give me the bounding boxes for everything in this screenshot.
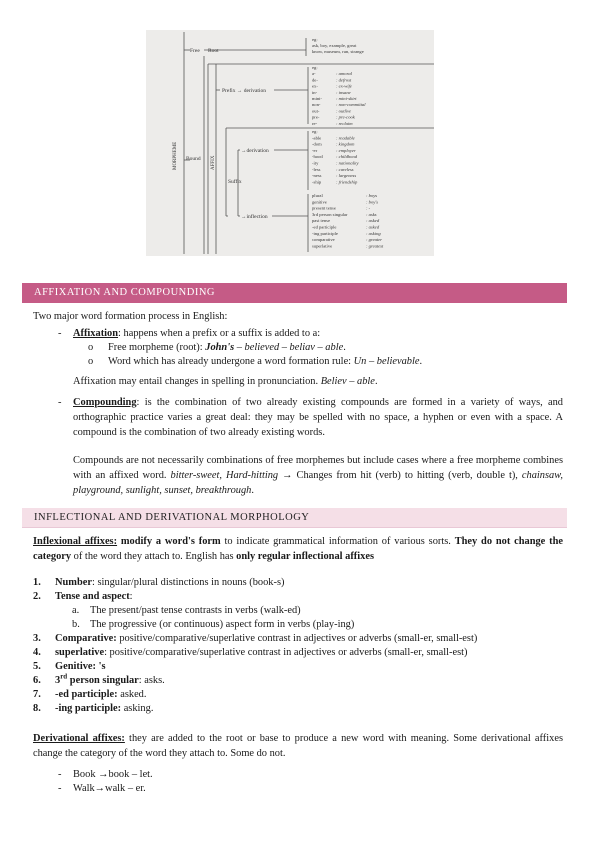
spelling-text: Affixation may entail changes in spelling in pronunciation.	[73, 376, 321, 387]
bullet1-end: .	[343, 342, 346, 353]
figure-bound-label: Bound	[186, 156, 201, 162]
sub-item-b: The progressive (or continuous) aspect form in verbs (play-ing)	[90, 619, 355, 630]
inflexional-term: Inflexional affixes:	[33, 536, 118, 547]
figure-derivation-item: -hood	[312, 154, 323, 160]
list-number: 4.	[33, 647, 41, 658]
morpheme-tree	[146, 30, 434, 256]
figure-prefix-example: : amoral	[336, 71, 352, 77]
list-dash: -	[58, 783, 62, 794]
list-item-comparative	[55, 631, 563, 646]
figure-inflection-item: genitive	[312, 199, 327, 205]
list-item-ing-participle	[55, 701, 563, 716]
figure-inflection-label: →inflection	[241, 214, 268, 220]
compounding-def-text: : is the combination of two already existing compounds are formed in a variety of ways, and orthographic practice varies a great deal: they may be spelled with no space, a hyphen or even with a space. A compound is the combination of two already existing words.	[73, 397, 563, 439]
figure-derivation-item: eg:	[312, 129, 318, 134]
bullet-marker: o	[88, 356, 94, 367]
item-term: Comparative:	[55, 633, 117, 644]
figure-derivation-item: -dom	[312, 141, 322, 147]
item-term-sup: rd	[60, 672, 68, 681]
list-item-third-person	[55, 673, 563, 688]
list-number: 7.	[33, 689, 41, 700]
bullet2-text: Word which has already undergone a word formation rule:	[108, 356, 354, 367]
figure-derivation-example: : childhood	[336, 154, 358, 160]
figure-prefix-item: a-	[312, 71, 316, 77]
figure-inflection-example: : boy's	[366, 199, 379, 205]
derivational-text: they are added to the root or base to produce a new word with meaning. Some derivational affixes change the category of the word they attach to. Some do not.	[33, 733, 563, 760]
list-number: 2.	[33, 591, 41, 602]
figure-derivation-label: →derivation	[241, 148, 269, 154]
figure-inflection-example: : boys	[366, 193, 378, 198]
figure-root-example: ask, boy, example, great	[312, 43, 357, 48]
figure-prefix-example: : non-committal	[336, 102, 366, 108]
affixation-definition	[73, 326, 563, 341]
figure-derivation-example: : careless	[336, 166, 354, 172]
figure-derivation-item: -ship	[312, 179, 322, 185]
figure-inflection-item: comparative	[312, 237, 335, 243]
figure-inflection-item: 3rd person singular	[312, 211, 348, 217]
list-number: 5.	[33, 661, 41, 672]
compounds-end: .	[251, 485, 254, 497]
list-dash: -	[58, 397, 62, 408]
list-number: 6.	[33, 675, 41, 686]
figure-prefix-item: in-	[312, 89, 318, 95]
figure-derivation-example: : kingdom	[336, 141, 355, 147]
inflexional-intro	[33, 534, 563, 564]
compounds-note	[73, 453, 563, 498]
item-text: : positive/comparative/superlative contrast in adjectives or adverbs (small-er, small-est)	[104, 647, 468, 658]
derivational-example-1: Book →book – let.	[73, 769, 153, 780]
figure-inflection-item: superlative	[312, 243, 333, 249]
list-number: 1.	[33, 577, 41, 588]
list-item-genitive	[55, 659, 563, 674]
figure-prefix-item: re-	[312, 120, 318, 126]
affixation-def-text: : happens when a prefix or a suffix is added to a:	[118, 328, 321, 339]
figure-inflection-example: : greater	[366, 237, 383, 243]
figure-free-label: Free	[190, 48, 200, 54]
item-term: superlative	[55, 647, 105, 658]
figure-prefix-example: : defrost	[336, 77, 352, 83]
figure-derivation-item: -less	[312, 166, 321, 172]
inflexional-text2: of the word they attach to. English has	[71, 551, 237, 563]
inflexional-bold: They do not change the category	[33, 536, 563, 563]
derivational-term: Derivational affixes:	[33, 733, 125, 744]
figure-derivation-example: : largeness	[336, 173, 357, 179]
figure-prefix-item: non-	[312, 102, 321, 108]
figure-suffix-label: Suffix	[228, 179, 242, 185]
compounds-examples2: chainsaw, playground, sunlight, sunset, breakthrough	[73, 470, 564, 497]
list-item-ed-participle	[55, 687, 563, 702]
list-dash: -	[58, 328, 62, 339]
item-text: : asks.	[138, 675, 165, 686]
figure-derivation-example: : nationality	[336, 160, 359, 166]
figure-prefix-item: eg:	[312, 65, 318, 70]
item-text: positive/comparative/superlative contrast in adjectives or adverbs (small-er, small-est)	[116, 633, 478, 644]
item-term: -ed participle:	[55, 689, 118, 700]
bullet1-rest: – believed – beliav – able	[234, 342, 344, 353]
figure-prefix-example: : mini-skirt	[336, 96, 357, 101]
figure-inflection-example: : asks	[366, 211, 377, 217]
list-number: 3.	[33, 633, 41, 644]
spelling-note	[73, 374, 563, 389]
compounding-term: Compounding	[73, 397, 137, 408]
inflexional-text1: to indicate grammatical information of various sorts.	[220, 536, 455, 547]
intro-text: Two major word formation process in English:	[33, 311, 228, 322]
figure-prefix-item: de-	[312, 77, 318, 83]
inflexional-modify: modify a word's form	[120, 536, 221, 547]
figure-inflection-item: present tense	[312, 205, 336, 211]
figure-derivation-example: : employer	[336, 147, 356, 153]
inflexional-bold2: only regular inflectional affixes	[236, 551, 374, 563]
figure-prefix-example: : pre-cook	[336, 114, 355, 120]
figure-inflection-item: past tense	[312, 218, 330, 224]
figure-example-lists	[312, 37, 384, 248]
bullet1-text: Free morpheme (root):	[108, 342, 206, 353]
compounds-examples1: bitter-sweet, Hard-hitting	[170, 470, 279, 482]
figure-affix-label: AFFIX	[211, 155, 216, 170]
figure-prefix-item: mini-	[312, 96, 322, 101]
figure-prefix-label: Prefix → derivation	[222, 88, 266, 94]
figure-prefix-example: : ex-wife	[336, 83, 352, 89]
figure-root-example: eg:	[312, 37, 318, 42]
figure-inflection-example: : -	[366, 205, 371, 211]
list-item-tense	[55, 589, 563, 604]
list-number: 8.	[33, 703, 41, 714]
item-term: Number	[55, 577, 92, 588]
compounding-definition	[73, 395, 563, 440]
bullet1-example: John's	[205, 342, 235, 353]
section-header-inflectional: INFLECTIONAL AND DERIVATIONAL MORPHOLOGY	[22, 508, 567, 528]
sub-list-label: a.	[72, 605, 80, 616]
compounds-text1: Compounds are not necessarily combinations of free morphemes but include cases where a free morpheme combines with an affixed word.	[73, 455, 563, 482]
figure-derivation-example: : friendship	[336, 179, 358, 185]
bullet-free-morpheme	[108, 340, 563, 355]
bullet2-example: Un – believable	[353, 356, 420, 367]
figure-inflection-example: : asked	[366, 218, 380, 224]
item-term-2: person singular	[67, 675, 139, 686]
list-dash: -	[58, 769, 62, 780]
figure-inflection-item: -ed participle	[312, 224, 337, 230]
figure-derivation-item: -ness	[312, 173, 322, 179]
derivational-intro	[33, 731, 563, 761]
bullet-marker: o	[88, 342, 94, 353]
compounds-arrow-text: → Changes from hit (verb) to hitting (verb, double t),	[278, 470, 522, 482]
figure-prefix-example: : reclaim	[336, 120, 353, 126]
affixation-term: Affixation	[73, 328, 119, 339]
sub-item-a: The present/past tense contrasts in verbs (walk-ed)	[90, 605, 301, 616]
figure-prefix-item: ex-	[312, 83, 318, 89]
list-item-number	[55, 575, 563, 590]
derivational-example-2: Walk→walk – er.	[73, 783, 146, 794]
figure-inflection-item: plural	[312, 193, 323, 198]
figure-derivation-example: : readable	[336, 135, 355, 141]
figure-derivation-item: -er	[312, 147, 318, 153]
spelling-end: .	[374, 376, 378, 387]
sub-list-label: b.	[72, 619, 80, 630]
bullet-word-formation	[108, 354, 563, 369]
figure-derivation-item: -ity	[312, 160, 319, 166]
spelling-example: Believ – able	[320, 376, 375, 387]
item-term: Genitive: 's	[55, 661, 106, 672]
list-item-superlative	[55, 645, 563, 660]
section-header-affixation: AFFIXATION AND COMPOUNDING	[22, 283, 567, 303]
figure-inflection-item: -ing participle	[312, 230, 338, 236]
figure-inflection-example: : asking	[366, 230, 381, 236]
item-term: Tense and aspect	[55, 591, 130, 602]
figure-prefix-item: pre-	[312, 114, 320, 120]
figure-root-example: know, museum, run, strange	[312, 49, 364, 54]
figure-morpheme-label: MORPHEME	[173, 141, 178, 170]
item-text: :	[129, 591, 133, 602]
figure-inflection-example: : asked	[366, 224, 380, 230]
figure-inflection-example: : greatest	[366, 243, 384, 249]
figure-prefix-example: : outlive	[336, 108, 352, 114]
figure-root-label: Root	[208, 48, 219, 54]
figure-prefix-item: out-	[312, 108, 320, 114]
figure-derivation-item: -able	[312, 135, 322, 141]
item-term: 3	[55, 675, 61, 686]
item-text: : singular/plural distinctions in nouns (book-s)	[91, 577, 285, 588]
item-text: asked.	[117, 689, 147, 700]
bullet2-end: .	[419, 356, 423, 367]
figure-prefix-example: : insane	[336, 89, 351, 95]
item-term: -ing participle:	[55, 703, 122, 714]
item-text: asking.	[121, 703, 154, 714]
morpheme-diagram	[146, 30, 434, 256]
